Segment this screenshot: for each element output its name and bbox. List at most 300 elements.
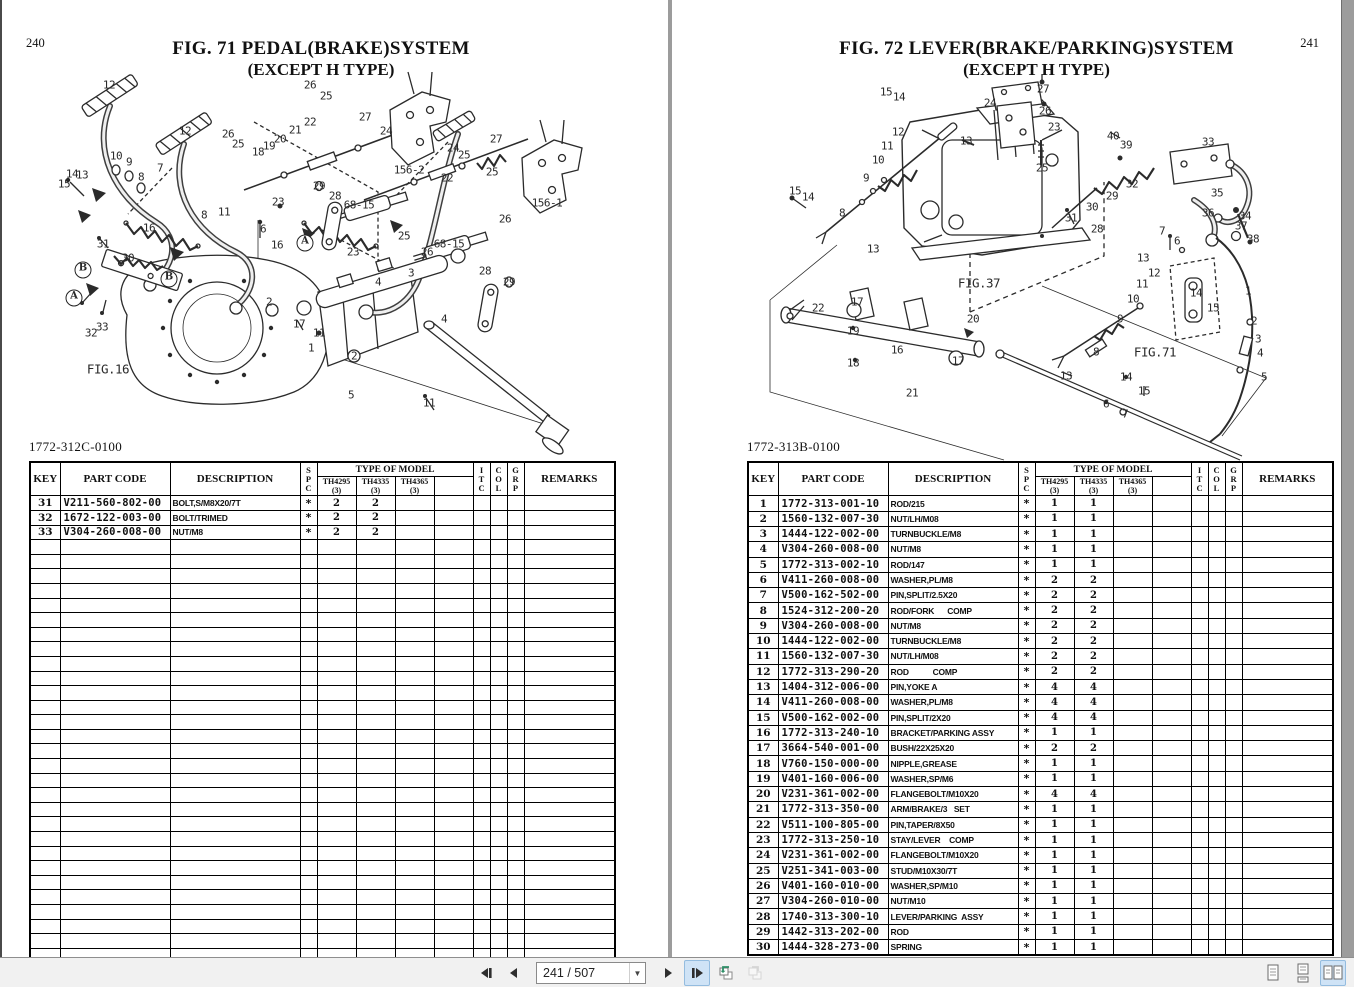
- callout-label: 36: [1201, 206, 1215, 220]
- table-cell: [30, 832, 60, 847]
- table-cell: [1242, 756, 1333, 771]
- table-cell: 4: [748, 542, 778, 557]
- table-cell: ARM/BRAKE/3 SET: [888, 802, 1018, 817]
- table-cell: [356, 729, 395, 744]
- table-cell: [473, 598, 490, 613]
- table-cell: [1242, 542, 1333, 557]
- table-cell: [1152, 526, 1191, 541]
- table-cell: [473, 686, 490, 701]
- table-cell: [1152, 572, 1191, 587]
- table-cell: [1225, 634, 1242, 649]
- table-cell: [356, 861, 395, 876]
- table-cell: 20: [748, 787, 778, 802]
- table-cell: [507, 598, 524, 613]
- first-page-button[interactable]: [472, 960, 498, 986]
- table-cell: WASHER,PL/M8: [888, 572, 1018, 587]
- table-cell: [60, 832, 170, 847]
- previous-view-button[interactable]: [713, 960, 739, 986]
- table-cell: [60, 919, 170, 934]
- table-cell: V251-341-003-00: [778, 863, 888, 878]
- table-cell: [1113, 649, 1152, 664]
- table-cell: [524, 759, 615, 774]
- table-cell: [1191, 939, 1208, 955]
- callout-label: 11: [217, 205, 231, 219]
- table-cell: 1: [1035, 894, 1074, 909]
- table-cell: BOLT,S/M8X20/7T: [170, 496, 300, 511]
- callout-label: 11: [422, 396, 436, 410]
- table-cell: 10: [748, 634, 778, 649]
- header-row: [748, 462, 1333, 477]
- callout-label: FIG.16: [86, 361, 130, 377]
- table-cell: [1113, 634, 1152, 649]
- table-cell: [395, 510, 434, 525]
- table-cell: [524, 642, 615, 657]
- table-cell: [170, 554, 300, 569]
- table-cell: *: [1018, 771, 1035, 786]
- table-cell: ROD/215: [888, 496, 1018, 511]
- table-cell: [473, 554, 490, 569]
- table-cell: [490, 686, 507, 701]
- table-cell: [60, 540, 170, 555]
- table-cell: 1: [1074, 802, 1113, 817]
- table-cell: [300, 613, 317, 628]
- table-cell: *: [1018, 511, 1035, 526]
- callout-label: 7: [1158, 224, 1166, 238]
- table-cell: PIN,SPLIT/2.5X20: [888, 588, 1018, 603]
- table-cell: [395, 773, 434, 788]
- table-row: [748, 603, 1333, 618]
- assembly-code: 1772-312C-0100: [29, 439, 123, 454]
- table-cell: [356, 686, 395, 701]
- next-page-button[interactable]: [655, 960, 681, 986]
- figure-subtitle: (EXCEPT H TYPE): [247, 60, 395, 79]
- table-cell: *: [1018, 909, 1035, 924]
- table-cell: [170, 642, 300, 657]
- table-cell: [60, 627, 170, 642]
- callout-label: 25: [319, 89, 333, 103]
- callout-label: 22: [303, 115, 317, 129]
- column-header: TH4295 (3): [1035, 477, 1074, 496]
- table-cell: [1113, 848, 1152, 863]
- table-cell: *: [1018, 603, 1035, 618]
- table-cell: [524, 744, 615, 759]
- table-cell: [30, 773, 60, 788]
- table-cell: ROD COMP: [888, 664, 1018, 679]
- empty-row: [30, 759, 615, 774]
- table-cell: [507, 788, 524, 803]
- callout-label: 14: [892, 90, 906, 104]
- table-row: [748, 710, 1333, 725]
- table-cell: [1242, 863, 1333, 878]
- table-cell: 1: [1035, 924, 1074, 939]
- table-cell: [30, 744, 60, 759]
- table-cell: [1242, 496, 1333, 511]
- callout-label: 13: [959, 134, 973, 148]
- facing-pages-icon: [1322, 963, 1344, 983]
- table-cell: [434, 759, 473, 774]
- callout-label: 10: [109, 149, 123, 163]
- table-cell: [1225, 756, 1242, 771]
- table-cell: [490, 613, 507, 628]
- table-cell: [473, 525, 490, 540]
- table-cell: [1113, 863, 1152, 878]
- empty-row: [30, 788, 615, 803]
- table-cell: [170, 832, 300, 847]
- table-cell: [60, 905, 170, 920]
- table-cell: [434, 569, 473, 584]
- table-cell: [60, 875, 170, 890]
- table-cell: 1: [1035, 542, 1074, 557]
- callout-label: 35: [1210, 186, 1224, 200]
- table-cell: [1225, 695, 1242, 710]
- table-cell: [490, 642, 507, 657]
- table-cell: [434, 934, 473, 949]
- table-cell: [1242, 802, 1333, 817]
- callout-label: 3: [407, 266, 415, 280]
- table-cell: 2: [317, 510, 356, 525]
- figure-title: FIG. 72 LEVER(BRAKE/PARKING)SYSTEM: [839, 38, 1234, 59]
- table-cell: [395, 554, 434, 569]
- table-cell: [317, 759, 356, 774]
- column-header: C O L: [1208, 462, 1225, 496]
- table-cell: [490, 919, 507, 934]
- column-header: REMARKS: [524, 462, 615, 496]
- table-cell: [395, 817, 434, 832]
- table-cell: [490, 715, 507, 730]
- table-cell: [490, 583, 507, 598]
- table-cell: BOLT/TRIMED: [170, 510, 300, 525]
- table-cell: [1225, 939, 1242, 955]
- callout-label: 21: [905, 386, 919, 400]
- callout-label: 12: [891, 125, 905, 139]
- table-cell: *: [1018, 557, 1035, 572]
- empty-row: [30, 715, 615, 730]
- table-cell: [395, 525, 434, 540]
- empty-row: [30, 832, 615, 847]
- table-cell: [1208, 848, 1225, 863]
- table-cell: [30, 817, 60, 832]
- table-cell: 2: [1074, 618, 1113, 633]
- header-row: [30, 462, 615, 477]
- page-layout-controls: [1260, 960, 1346, 986]
- table-cell: [395, 875, 434, 890]
- table-cell: [473, 744, 490, 759]
- table-cell: [1242, 939, 1333, 955]
- table-cell: [1191, 526, 1208, 541]
- table-cell: 1740-313-300-10: [778, 909, 888, 924]
- table-cell: [170, 919, 300, 934]
- table-cell: [1225, 511, 1242, 526]
- previous-page-button[interactable]: [501, 960, 527, 986]
- empty-row: [30, 540, 615, 555]
- single-page-view-button[interactable]: [1260, 960, 1286, 986]
- table-cell: 8: [748, 603, 778, 618]
- empty-row: [30, 613, 615, 628]
- empty-row: [30, 554, 615, 569]
- table-cell: [1113, 511, 1152, 526]
- empty-row: [30, 861, 615, 876]
- table-cell: [1152, 542, 1191, 557]
- table-cell: *: [1018, 496, 1035, 511]
- table-cell: 29: [748, 924, 778, 939]
- table-cell: [473, 510, 490, 525]
- table-cell: [507, 934, 524, 949]
- callout-label: 2: [1250, 314, 1258, 328]
- table-cell: [1113, 939, 1152, 955]
- callout-label: 20: [966, 312, 980, 326]
- callout-label: 18: [251, 145, 265, 159]
- table-cell: NIPPLE,GREASE: [888, 756, 1018, 771]
- table-cell: [1225, 863, 1242, 878]
- table-cell: [1242, 695, 1333, 710]
- table-cell: [1225, 664, 1242, 679]
- callout-label: 18: [846, 356, 860, 370]
- table-cell: 21: [748, 802, 778, 817]
- chevron-down-icon[interactable]: ▼: [629, 963, 645, 983]
- table-cell: [1191, 832, 1208, 847]
- table-cell: [317, 934, 356, 949]
- table-cell: [524, 832, 615, 847]
- table-cell: [1225, 787, 1242, 802]
- callout-label: 5: [347, 388, 355, 402]
- table-cell: 1: [1074, 832, 1113, 847]
- table-cell: [30, 540, 60, 555]
- table-cell: [30, 934, 60, 949]
- table-cell: [170, 613, 300, 628]
- table-cell: [60, 934, 170, 949]
- table-cell: BRACKET/PARKING ASSY: [888, 725, 1018, 740]
- table-cell: [1225, 832, 1242, 847]
- table-cell: [473, 919, 490, 934]
- last-page-button[interactable]: [684, 960, 710, 986]
- callout-label: 23: [346, 245, 360, 259]
- table-cell: 18: [748, 756, 778, 771]
- previous-view-icon: [717, 964, 735, 982]
- next-view-button[interactable]: [742, 960, 768, 986]
- table-cell: [317, 613, 356, 628]
- callout-label: 24: [446, 141, 460, 155]
- table-cell: [490, 627, 507, 642]
- callout-label: 17: [951, 354, 965, 368]
- table-cell: 22: [748, 817, 778, 832]
- table-cell: [317, 656, 356, 671]
- callout-label: 8: [200, 208, 208, 222]
- table-row: [748, 664, 1333, 679]
- table-cell: [1208, 557, 1225, 572]
- callout-label: 14: [801, 190, 815, 204]
- table-cell: [1225, 802, 1242, 817]
- table-cell: [1208, 741, 1225, 756]
- table-cell: [434, 510, 473, 525]
- table-cell: 2: [1035, 603, 1074, 618]
- continuous-view-button[interactable]: [1290, 960, 1316, 986]
- table-cell: [395, 569, 434, 584]
- table-cell: [434, 729, 473, 744]
- table-cell: [356, 788, 395, 803]
- table-cell: [170, 627, 300, 642]
- callout-label: 31: [1064, 211, 1078, 225]
- table-cell: [356, 583, 395, 598]
- table-cell: [300, 700, 317, 715]
- table-row: [748, 634, 1333, 649]
- table-cell: [170, 802, 300, 817]
- facing-pages-view-button[interactable]: [1320, 960, 1346, 986]
- callout-label: 39: [1119, 138, 1133, 152]
- table-cell: [524, 554, 615, 569]
- callout-label: 6: [1173, 234, 1181, 248]
- table-cell: 1: [1074, 894, 1113, 909]
- table-cell: 1: [1074, 924, 1113, 939]
- table-cell: [300, 890, 317, 905]
- table-cell: [473, 496, 490, 511]
- table-cell: STUD/M10X30/7T: [888, 863, 1018, 878]
- table-cell: [490, 496, 507, 511]
- table-cell: 27: [748, 894, 778, 909]
- table-cell: 1: [1074, 725, 1113, 740]
- table-cell: [434, 525, 473, 540]
- table-cell: [1225, 542, 1242, 557]
- table-cell: [356, 715, 395, 730]
- table-cell: [60, 656, 170, 671]
- table-row: [748, 787, 1333, 802]
- table-cell: [1225, 588, 1242, 603]
- table-cell: [434, 686, 473, 701]
- table-cell: 2: [1074, 649, 1113, 664]
- callout-label: 17: [850, 295, 864, 309]
- table-cell: [317, 686, 356, 701]
- table-cell: *: [1018, 542, 1035, 557]
- empty-row: [30, 700, 615, 715]
- table-row: [748, 756, 1333, 771]
- table-cell: [524, 861, 615, 876]
- table-cell: [1225, 618, 1242, 633]
- table-cell: [1113, 618, 1152, 633]
- callout-label: 21: [288, 123, 302, 137]
- table-cell: 2: [1035, 634, 1074, 649]
- callout-label: 4: [440, 312, 448, 326]
- previous-page-icon: [506, 965, 522, 981]
- table-cell: [1113, 802, 1152, 817]
- callout-label: 32: [84, 326, 98, 340]
- table-cell: 1404-312-006-00: [778, 679, 888, 694]
- table-cell: [434, 540, 473, 555]
- table-cell: [300, 656, 317, 671]
- table-cell: SPRING: [888, 939, 1018, 955]
- table-cell: [395, 861, 434, 876]
- table-cell: [1191, 542, 1208, 557]
- table-cell: [170, 744, 300, 759]
- table-row: [30, 525, 615, 540]
- callout-label: 17: [292, 317, 306, 331]
- table-cell: [356, 642, 395, 657]
- table-cell: [524, 627, 615, 642]
- parts-table: [29, 461, 616, 964]
- table-cell: [1242, 603, 1333, 618]
- table-cell: V304-260-008-00: [778, 618, 888, 633]
- table-cell: [395, 919, 434, 934]
- table-cell: NUT/M10: [888, 894, 1018, 909]
- table-cell: [473, 934, 490, 949]
- callout-label: 1: [307, 341, 315, 355]
- table-cell: [1225, 557, 1242, 572]
- table-row: [30, 496, 615, 511]
- table-cell: [473, 832, 490, 847]
- table-cell: [507, 700, 524, 715]
- page-number-input[interactable]: [536, 962, 646, 984]
- table-row: [748, 771, 1333, 786]
- circled-view-marker: B: [161, 271, 178, 288]
- column-header: KEY: [30, 462, 60, 496]
- callout-label: 15: [57, 177, 71, 191]
- table-cell: [1208, 664, 1225, 679]
- table-cell: [1152, 756, 1191, 771]
- table-cell: [507, 686, 524, 701]
- table-cell: [1191, 787, 1208, 802]
- table-cell: [1113, 725, 1152, 740]
- pedal-brake-exploded-diagram: [22, 70, 622, 465]
- table-cell: [434, 656, 473, 671]
- table-cell: [1191, 710, 1208, 725]
- callout-label: 15: [1206, 301, 1220, 315]
- table-cell: FLANGEBOLT/M10X20: [888, 787, 1018, 802]
- table-cell: 2: [317, 496, 356, 511]
- table-cell: [30, 802, 60, 817]
- callout-label: 25: [485, 165, 499, 179]
- table-cell: [524, 919, 615, 934]
- table-cell: [30, 671, 60, 686]
- table-cell: [490, 744, 507, 759]
- table-cell: [473, 700, 490, 715]
- table-cell: 2: [1035, 649, 1074, 664]
- callout-label: 23: [271, 195, 285, 209]
- table-cell: [1113, 909, 1152, 924]
- table-cell: 4: [1074, 679, 1113, 694]
- table-cell: [507, 890, 524, 905]
- table-cell: 1560-132-007-30: [778, 511, 888, 526]
- table-cell: [1242, 909, 1333, 924]
- empty-row: [30, 583, 615, 598]
- table-cell: [1152, 909, 1191, 924]
- table-cell: [490, 525, 507, 540]
- empty-row: [30, 919, 615, 934]
- table-cell: [317, 919, 356, 934]
- table-row: [748, 817, 1333, 832]
- table-cell: [317, 846, 356, 861]
- table-cell: V500-162-002-00: [778, 710, 888, 725]
- column-header: TH4365 (3): [395, 477, 434, 496]
- table-cell: 1772-313-002-10: [778, 557, 888, 572]
- table-row: [748, 741, 1333, 756]
- callout-label: 33: [95, 320, 109, 334]
- empty-row: [30, 846, 615, 861]
- table-cell: [1113, 572, 1152, 587]
- column-header: I T C: [473, 462, 490, 496]
- table-cell: [1113, 542, 1152, 557]
- table-cell: [1191, 878, 1208, 893]
- table-cell: [524, 890, 615, 905]
- table-cell: [473, 642, 490, 657]
- callout-label: 38: [1246, 232, 1260, 246]
- table-cell: [507, 846, 524, 861]
- callout-label: 26: [303, 78, 317, 92]
- table-cell: 7: [748, 588, 778, 603]
- table-cell: [524, 846, 615, 861]
- callout-label: 10: [1126, 292, 1140, 306]
- table-cell: [434, 861, 473, 876]
- table-cell: [524, 598, 615, 613]
- table-cell: [1225, 741, 1242, 756]
- table-cell: 2: [1035, 588, 1074, 603]
